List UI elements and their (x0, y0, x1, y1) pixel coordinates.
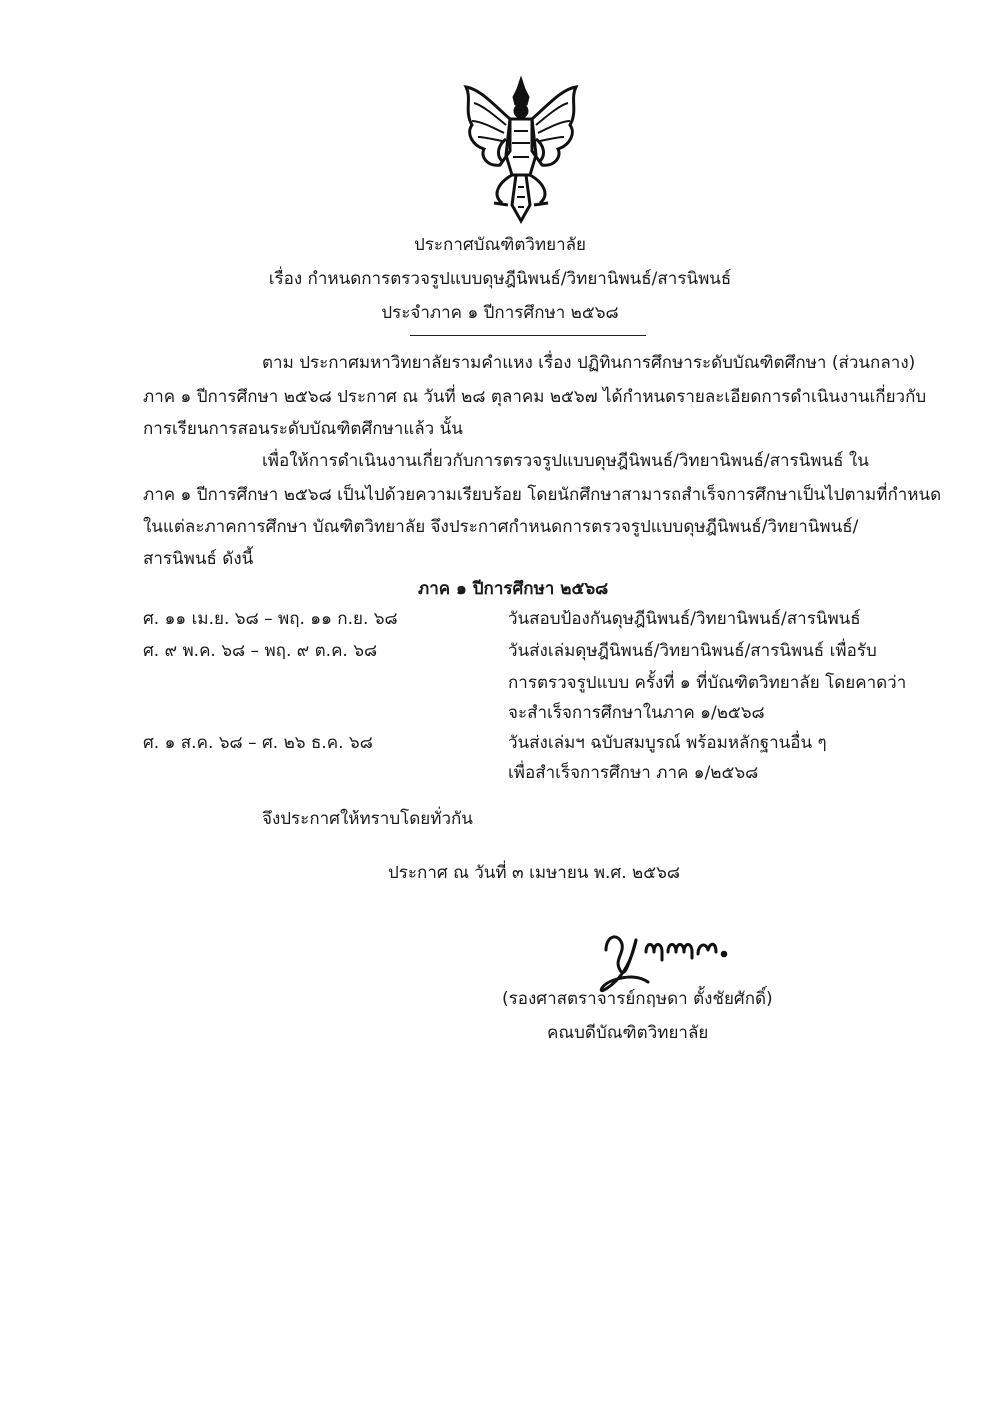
schedule-desc-2-line3: จะสำเร็จการศึกษาในภาค ๑/๒๕๖๘ (508, 703, 765, 723)
signer-position: คณบดีบัณฑิตวิทยาลัย (547, 1023, 709, 1043)
signer-name: (รองศาสตราจารย์กฤษดา ตั้งชัยศักดิ์) (502, 989, 773, 1009)
para2-line1: เพื่อให้การดำเนินงานเกี่ยวกับการตรวจรูปแบบดุษฎีนิพนธ์/วิทยานิพนธ์/สารนิพนธ์ ใน (262, 451, 869, 471)
schedule-heading: ภาค ๑ ปีการศึกษา ๒๕๖๘ (418, 579, 609, 599)
para1-line2: ภาค ๑ ปีการศึกษา ๒๕๖๘ ประกาศ ณ วันที่ ๒๘ ตุลาคม ๒๕๖๗ ได้กำหนดรายละเอียดการดำเนินงานเกี่ยวกับ (143, 387, 927, 407)
para2-line3: ในแต่ละภาคการศึกษา บัณฑิตวิทยาลัย จึงประกาศกำหนดการตรวจรูปแบบดุษฎีนิพนธ์/วิทยานิพนธ์/ (143, 517, 859, 537)
schedule-desc-1: วันสอบป้องกันดุษฎีนิพนธ์/วิทยานิพนธ์/สารนิพนธ์ (508, 609, 861, 629)
schedule-date-2: ศ. ๙ พ.ค. ๖๘ – พฤ. ๙ ต.ค. ๖๘ (143, 641, 378, 661)
para2-line4: สารนิพนธ์ ดังนี้ (143, 549, 254, 569)
para1-line1: ตาม ประกาศมหาวิทยาลัยรามคำแหง เรื่อง ปฏิทินการศึกษาระดับบัณฑิตศึกษา (ส่วนกลาง) (262, 353, 916, 373)
para1-line3: การเรียนการสอนระดับบัณฑิตศึกษาแล้ว นั้น (143, 419, 463, 439)
schedule-desc-3-line2: เพื่อสำเร็จการศึกษา ภาค ๑/๒๕๖๘ (508, 763, 759, 783)
schedule-date-1: ศ. ๑๑ เม.ย. ๖๘ – พฤ. ๑๑ ก.ย. ๖๘ (143, 609, 398, 629)
office-title: ประกาศบัณฑิตวิทยาลัย (413, 235, 587, 255)
schedule-desc-3-line1: วันส่งเล่มฯ ฉบับสมบูรณ์ พร้อมหลักฐานอื่น ๆ (508, 733, 827, 753)
closing-line: จึงประกาศให้ทราบโดยทั่วกัน (262, 809, 473, 829)
schedule-desc-2-line1: วันส่งเล่มดุษฎีนิพนธ์/วิทยานิพนธ์/สารนิพนธ์ เพื่อรับ (508, 641, 877, 661)
date-line: ประกาศ ณ วันที่ ๓ เมษายน พ.ศ. ๒๕๖๘ (388, 863, 681, 883)
garuda-emblem-icon (458, 75, 584, 225)
schedule-date-3: ศ. ๑ ส.ค. ๖๘ – ศ. ๒๖ ธ.ค. ๖๘ (143, 733, 373, 753)
term-line: ประจำภาค ๑ ปีการศึกษา ๒๕๖๘ (381, 303, 619, 323)
subject-line: เรื่อง กำหนดการตรวจรูปแบบดุษฎีนิพนธ์/วิทยานิพนธ์/สารนิพนธ์ (268, 269, 732, 289)
schedule-desc-2-line2: การตรวจรูปแบบ ครั้งที่ ๑ ที่บัณฑิตวิทยาลัย โดยคาดว่า (508, 673, 907, 693)
header-divider (410, 335, 646, 336)
para2-line2: ภาค ๑ ปีการศึกษา ๒๕๖๘ เป็นไปด้วยความเรียบร้อย โดยนักศึกษาสามารถสำเร็จการศึกษาเป็นไปตามที่กำหนด (143, 485, 942, 505)
